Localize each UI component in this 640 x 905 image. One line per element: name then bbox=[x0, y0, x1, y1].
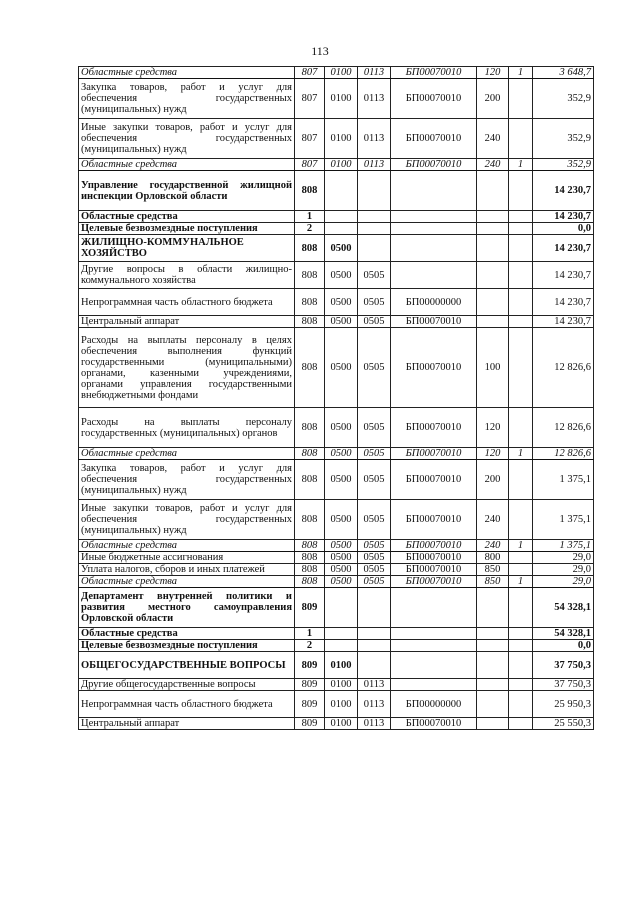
section-code-cell: 0100 bbox=[325, 79, 358, 119]
admin-code-cell: 1 bbox=[295, 628, 325, 640]
target-article-code-cell: БП00070010 bbox=[391, 540, 477, 552]
row-name-cell: Управление государственной жилищной инспекции Орловской области bbox=[79, 171, 295, 211]
target-article-code-cell: БП00070010 bbox=[391, 159, 477, 171]
target-article-code-cell bbox=[391, 235, 477, 262]
row-name-cell: Областные средства bbox=[79, 448, 295, 460]
section-code-cell: 0100 bbox=[325, 119, 358, 159]
subsection-code-cell: 0505 bbox=[358, 564, 391, 576]
table-row bbox=[79, 718, 594, 730]
funding-source-code-cell bbox=[509, 289, 533, 316]
admin-code-cell: 808 bbox=[295, 564, 325, 576]
table-row bbox=[79, 576, 594, 588]
funding-source-code-cell bbox=[509, 500, 533, 540]
funding-source-code-cell bbox=[509, 588, 533, 628]
target-article-code-cell bbox=[391, 640, 477, 652]
amount-cell: 12 826,6 bbox=[533, 408, 594, 448]
funding-source-code-cell bbox=[509, 316, 533, 328]
admin-code-cell: 808 bbox=[295, 289, 325, 316]
table-row bbox=[79, 540, 594, 552]
expense-type-code-cell: 120 bbox=[477, 448, 509, 460]
table-row bbox=[79, 316, 594, 328]
section-code-cell: 0100 bbox=[325, 679, 358, 691]
table-row bbox=[79, 679, 594, 691]
amount-cell: 29,0 bbox=[533, 564, 594, 576]
expense-type-code-cell bbox=[477, 628, 509, 640]
row-name-cell: Областные средства bbox=[79, 576, 295, 588]
amount-cell: 29,0 bbox=[533, 576, 594, 588]
amount-cell: 3 648,7 bbox=[533, 67, 594, 79]
row-name-cell: ЖИЛИЩНО-КОММУНАЛЬНОЕ ХОЗЯЙСТВО bbox=[79, 235, 295, 262]
expense-type-code-cell: 240 bbox=[477, 540, 509, 552]
amount-cell: 1 375,1 bbox=[533, 460, 594, 500]
target-article-code-cell bbox=[391, 588, 477, 628]
row-name-cell: Областные средства bbox=[79, 159, 295, 171]
page-number: 113 bbox=[311, 44, 329, 58]
funding-source-code-cell: 1 bbox=[509, 159, 533, 171]
row-name-cell: Иные закупки товаров, работ и услуг для обеспечения государственных (муниципальных) нужд bbox=[79, 119, 295, 159]
subsection-code-cell: 0113 bbox=[358, 67, 391, 79]
table-row bbox=[79, 67, 594, 79]
admin-code-cell: 808 bbox=[295, 552, 325, 564]
section-code-cell: 0500 bbox=[325, 262, 358, 289]
table-row bbox=[79, 159, 594, 171]
subsection-code-cell: 0505 bbox=[358, 500, 391, 540]
table-row bbox=[79, 171, 594, 211]
expense-type-code-cell bbox=[477, 316, 509, 328]
target-article-code-cell bbox=[391, 628, 477, 640]
section-code-cell bbox=[325, 588, 358, 628]
table-row bbox=[79, 119, 594, 159]
row-name-cell: Закупка товаров, работ и услуг для обеспечения государственных (муниципальных) нужд bbox=[79, 460, 295, 500]
row-name-cell: Другие вопросы в области жилищно-коммунального хозяйства bbox=[79, 262, 295, 289]
section-code-cell: 0500 bbox=[325, 235, 358, 262]
table-row bbox=[79, 652, 594, 679]
expense-type-code-cell: 850 bbox=[477, 564, 509, 576]
expense-type-code-cell bbox=[477, 223, 509, 235]
subsection-code-cell bbox=[358, 211, 391, 223]
row-name-cell: Центральный аппарат bbox=[79, 316, 295, 328]
funding-source-code-cell bbox=[509, 460, 533, 500]
admin-code-cell: 808 bbox=[295, 328, 325, 408]
budget-table bbox=[78, 66, 594, 730]
section-code-cell: 0100 bbox=[325, 691, 358, 718]
admin-code-cell: 807 bbox=[295, 119, 325, 159]
expense-type-code-cell bbox=[477, 679, 509, 691]
funding-source-code-cell bbox=[509, 119, 533, 159]
table-row bbox=[79, 79, 594, 119]
subsection-code-cell: 0113 bbox=[358, 718, 391, 730]
row-name-cell: Расходы на выплаты персоналу в целях обеспечения выполнения функций государственными (муниципальными) органами, казенными учреждениями, органами управления государственными внебюджетными фондами bbox=[79, 328, 295, 408]
funding-source-code-cell bbox=[509, 718, 533, 730]
section-code-cell: 0500 bbox=[325, 552, 358, 564]
admin-code-cell: 809 bbox=[295, 718, 325, 730]
funding-source-code-cell: 1 bbox=[509, 448, 533, 460]
admin-code-cell: 808 bbox=[295, 262, 325, 289]
target-article-code-cell: БП00070010 bbox=[391, 576, 477, 588]
subsection-code-cell: 0113 bbox=[358, 79, 391, 119]
subsection-code-cell: 0505 bbox=[358, 576, 391, 588]
subsection-code-cell: 0505 bbox=[358, 328, 391, 408]
amount-cell: 352,9 bbox=[533, 159, 594, 171]
amount-cell: 12 826,6 bbox=[533, 448, 594, 460]
row-name-cell: Областные средства bbox=[79, 628, 295, 640]
table-row bbox=[79, 500, 594, 540]
admin-code-cell: 809 bbox=[295, 691, 325, 718]
amount-cell: 14 230,7 bbox=[533, 262, 594, 289]
admin-code-cell: 809 bbox=[295, 679, 325, 691]
expense-type-code-cell: 200 bbox=[477, 79, 509, 119]
target-article-code-cell: БП00070010 bbox=[391, 500, 477, 540]
row-name-cell: Расходы на выплаты персоналу государственных (муниципальных) органов bbox=[79, 408, 295, 448]
amount-cell: 14 230,7 bbox=[533, 235, 594, 262]
row-name-cell: Иные закупки товаров, работ и услуг для обеспечения государственных (муниципальных) нужд bbox=[79, 500, 295, 540]
amount-cell: 1 375,1 bbox=[533, 540, 594, 552]
target-article-code-cell bbox=[391, 211, 477, 223]
admin-code-cell: 807 bbox=[295, 159, 325, 171]
subsection-code-cell bbox=[358, 640, 391, 652]
table-row bbox=[79, 448, 594, 460]
admin-code-cell: 808 bbox=[295, 448, 325, 460]
funding-source-code-cell bbox=[509, 552, 533, 564]
target-article-code-cell bbox=[391, 652, 477, 679]
expense-type-code-cell bbox=[477, 691, 509, 718]
target-article-code-cell: БП00070010 bbox=[391, 328, 477, 408]
target-article-code-cell: БП00070010 bbox=[391, 408, 477, 448]
row-name-cell: Другие общегосударственные вопросы bbox=[79, 679, 295, 691]
target-article-code-cell: БП00070010 bbox=[391, 119, 477, 159]
amount-cell: 1 375,1 bbox=[533, 500, 594, 540]
admin-code-cell: 2 bbox=[295, 640, 325, 652]
table-row bbox=[79, 262, 594, 289]
table-row bbox=[79, 408, 594, 448]
target-article-code-cell: БП00000000 bbox=[391, 289, 477, 316]
expense-type-code-cell bbox=[477, 235, 509, 262]
target-article-code-cell bbox=[391, 679, 477, 691]
row-name-cell: Департамент внутренней политики и развития местного самоуправления Орловской области bbox=[79, 588, 295, 628]
row-name-cell: Уплата налогов, сборов и иных платежей bbox=[79, 564, 295, 576]
target-article-code-cell: БП00070010 bbox=[391, 79, 477, 119]
subsection-code-cell: 0505 bbox=[358, 316, 391, 328]
section-code-cell: 0100 bbox=[325, 652, 358, 679]
row-name-cell: Целевые безвозмездные поступления bbox=[79, 223, 295, 235]
amount-cell: 54 328,1 bbox=[533, 628, 594, 640]
admin-code-cell: 808 bbox=[295, 460, 325, 500]
subsection-code-cell: 0505 bbox=[358, 460, 391, 500]
expense-type-code-cell: 240 bbox=[477, 119, 509, 159]
table-row bbox=[79, 328, 594, 408]
amount-cell: 0,0 bbox=[533, 640, 594, 652]
target-article-code-cell bbox=[391, 262, 477, 289]
row-name-cell: Областные средства bbox=[79, 67, 295, 79]
amount-cell: 14 230,7 bbox=[533, 211, 594, 223]
expense-type-code-cell bbox=[477, 211, 509, 223]
amount-cell: 37 750,3 bbox=[533, 652, 594, 679]
table-body bbox=[79, 67, 594, 730]
row-name-cell: ОБЩЕГОСУДАРСТВЕННЫЕ ВОПРОСЫ bbox=[79, 652, 295, 679]
admin-code-cell: 809 bbox=[295, 652, 325, 679]
expense-type-code-cell: 850 bbox=[477, 576, 509, 588]
expense-type-code-cell bbox=[477, 640, 509, 652]
subsection-code-cell: 0505 bbox=[358, 262, 391, 289]
target-article-code-cell bbox=[391, 171, 477, 211]
amount-cell: 14 230,7 bbox=[533, 171, 594, 211]
expense-type-code-cell bbox=[477, 262, 509, 289]
section-code-cell: 0500 bbox=[325, 576, 358, 588]
admin-code-cell: 809 bbox=[295, 588, 325, 628]
section-code-cell: 0500 bbox=[325, 408, 358, 448]
subsection-code-cell: 0505 bbox=[358, 289, 391, 316]
expense-type-code-cell: 800 bbox=[477, 552, 509, 564]
target-article-code-cell: БП00070010 bbox=[391, 552, 477, 564]
section-code-cell: 0500 bbox=[325, 500, 358, 540]
admin-code-cell: 807 bbox=[295, 79, 325, 119]
funding-source-code-cell bbox=[509, 262, 533, 289]
table-row bbox=[79, 552, 594, 564]
admin-code-cell: 808 bbox=[295, 316, 325, 328]
funding-source-code-cell bbox=[509, 79, 533, 119]
subsection-code-cell bbox=[358, 223, 391, 235]
section-code-cell bbox=[325, 628, 358, 640]
funding-source-code-cell bbox=[509, 223, 533, 235]
row-name-cell: Непрограммная часть областного бюджета bbox=[79, 691, 295, 718]
amount-cell: 352,9 bbox=[533, 79, 594, 119]
amount-cell: 14 230,7 bbox=[533, 289, 594, 316]
amount-cell: 0,0 bbox=[533, 223, 594, 235]
amount-cell: 14 230,7 bbox=[533, 316, 594, 328]
expense-type-code-cell: 200 bbox=[477, 460, 509, 500]
admin-code-cell: 807 bbox=[295, 67, 325, 79]
admin-code-cell: 808 bbox=[295, 171, 325, 211]
expense-type-code-cell bbox=[477, 718, 509, 730]
section-code-cell bbox=[325, 640, 358, 652]
funding-source-code-cell bbox=[509, 564, 533, 576]
table-row bbox=[79, 640, 594, 652]
subsection-code-cell bbox=[358, 235, 391, 262]
amount-cell: 25 950,3 bbox=[533, 691, 594, 718]
amount-cell: 12 826,6 bbox=[533, 328, 594, 408]
target-article-code-cell: БП00070010 bbox=[391, 460, 477, 500]
expense-type-code-cell: 240 bbox=[477, 159, 509, 171]
funding-source-code-cell bbox=[509, 235, 533, 262]
admin-code-cell: 808 bbox=[295, 500, 325, 540]
admin-code-cell: 808 bbox=[295, 408, 325, 448]
funding-source-code-cell bbox=[509, 691, 533, 718]
section-code-cell: 0100 bbox=[325, 159, 358, 171]
expense-type-code-cell: 120 bbox=[477, 67, 509, 79]
table-row bbox=[79, 564, 594, 576]
section-code-cell: 0100 bbox=[325, 67, 358, 79]
amount-cell: 37 750,3 bbox=[533, 679, 594, 691]
table-row bbox=[79, 691, 594, 718]
subsection-code-cell bbox=[358, 171, 391, 211]
funding-source-code-cell bbox=[509, 679, 533, 691]
funding-source-code-cell bbox=[509, 171, 533, 211]
funding-source-code-cell bbox=[509, 408, 533, 448]
admin-code-cell: 808 bbox=[295, 540, 325, 552]
section-code-cell: 0500 bbox=[325, 316, 358, 328]
section-code-cell: 0500 bbox=[325, 564, 358, 576]
section-code-cell: 0500 bbox=[325, 460, 358, 500]
funding-source-code-cell bbox=[509, 652, 533, 679]
target-article-code-cell bbox=[391, 223, 477, 235]
row-name-cell: Целевые безвозмездные поступления bbox=[79, 640, 295, 652]
section-code-cell: 0500 bbox=[325, 328, 358, 408]
subsection-code-cell bbox=[358, 652, 391, 679]
subsection-code-cell: 0113 bbox=[358, 119, 391, 159]
expense-type-code-cell bbox=[477, 588, 509, 628]
funding-source-code-cell: 1 bbox=[509, 576, 533, 588]
subsection-code-cell: 0113 bbox=[358, 691, 391, 718]
admin-code-cell: 1 bbox=[295, 211, 325, 223]
subsection-code-cell: 0505 bbox=[358, 448, 391, 460]
subsection-code-cell: 0505 bbox=[358, 552, 391, 564]
amount-cell: 54 328,1 bbox=[533, 588, 594, 628]
subsection-code-cell bbox=[358, 588, 391, 628]
expense-type-code-cell: 120 bbox=[477, 408, 509, 448]
section-code-cell: 0500 bbox=[325, 289, 358, 316]
section-code-cell: 0500 bbox=[325, 448, 358, 460]
table-row bbox=[79, 235, 594, 262]
funding-source-code-cell bbox=[509, 211, 533, 223]
expense-type-code-cell bbox=[477, 171, 509, 211]
funding-source-code-cell bbox=[509, 328, 533, 408]
expense-type-code-cell bbox=[477, 652, 509, 679]
subsection-code-cell: 0113 bbox=[358, 159, 391, 171]
target-article-code-cell: БП00070010 bbox=[391, 448, 477, 460]
row-name-cell: Иные бюджетные ассигнования bbox=[79, 552, 295, 564]
table-row bbox=[79, 289, 594, 316]
admin-code-cell: 808 bbox=[295, 235, 325, 262]
funding-source-code-cell bbox=[509, 628, 533, 640]
section-code-cell bbox=[325, 223, 358, 235]
table-row bbox=[79, 460, 594, 500]
target-article-code-cell: БП00070010 bbox=[391, 67, 477, 79]
amount-cell: 352,9 bbox=[533, 119, 594, 159]
subsection-code-cell: 0113 bbox=[358, 679, 391, 691]
section-code-cell bbox=[325, 211, 358, 223]
amount-cell: 29,0 bbox=[533, 552, 594, 564]
admin-code-cell: 808 bbox=[295, 576, 325, 588]
section-code-cell: 0100 bbox=[325, 718, 358, 730]
subsection-code-cell: 0505 bbox=[358, 408, 391, 448]
target-article-code-cell: БП00070010 bbox=[391, 316, 477, 328]
admin-code-cell: 2 bbox=[295, 223, 325, 235]
amount-cell: 25 550,3 bbox=[533, 718, 594, 730]
table-row bbox=[79, 211, 594, 223]
section-code-cell bbox=[325, 171, 358, 211]
table-row bbox=[79, 223, 594, 235]
table-row bbox=[79, 628, 594, 640]
expense-type-code-cell: 100 bbox=[477, 328, 509, 408]
target-article-code-cell: БП00070010 bbox=[391, 564, 477, 576]
section-code-cell: 0500 bbox=[325, 540, 358, 552]
expense-type-code-cell bbox=[477, 289, 509, 316]
table-row bbox=[79, 588, 594, 628]
row-name-cell: Центральный аппарат bbox=[79, 718, 295, 730]
row-name-cell: Областные средства bbox=[79, 211, 295, 223]
expense-type-code-cell: 240 bbox=[477, 500, 509, 540]
subsection-code-cell bbox=[358, 628, 391, 640]
row-name-cell: Закупка товаров, работ и услуг для обеспечения государственных (муниципальных) нужд bbox=[79, 79, 295, 119]
funding-source-code-cell bbox=[509, 640, 533, 652]
target-article-code-cell: БП00000000 bbox=[391, 691, 477, 718]
funding-source-code-cell: 1 bbox=[509, 67, 533, 79]
funding-source-code-cell: 1 bbox=[509, 540, 533, 552]
subsection-code-cell: 0505 bbox=[358, 540, 391, 552]
row-name-cell: Областные средства bbox=[79, 540, 295, 552]
target-article-code-cell: БП00070010 bbox=[391, 718, 477, 730]
row-name-cell: Непрограммная часть областного бюджета bbox=[79, 289, 295, 316]
